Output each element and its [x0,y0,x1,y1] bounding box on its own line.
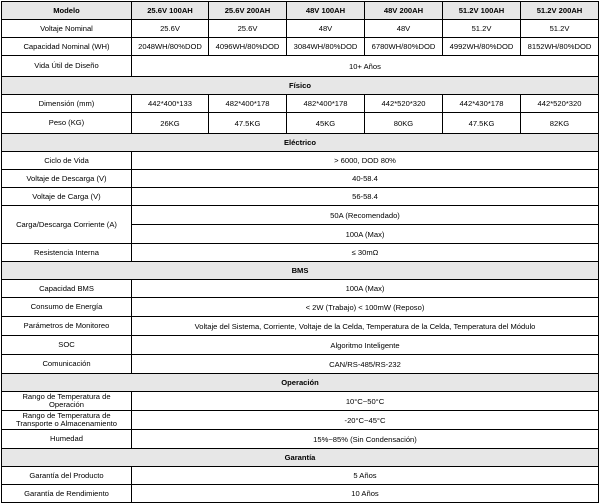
table-cell: 47.5KG [443,113,521,134]
table-row [2,152,599,170]
table-row [2,336,599,355]
row-label: Rango de Temperatura de Transporte o Almacenamiento [2,411,132,430]
table-cell: 482*400*178 [287,95,365,113]
table-row [2,355,599,374]
table-cell: 5 Años [132,467,599,485]
row-label: Capacidad BMS [2,280,132,298]
table-cell: 25.6V [132,20,209,38]
table-row [2,38,599,56]
table-cell: CAN/RS-485/RS-232 [132,355,599,374]
header-cell: 51.2V 200AH [521,2,599,20]
spec-table [1,1,599,503]
table-row [2,170,599,188]
row-label: Peso (KG) [2,113,132,134]
table-cell: 51.2V [443,20,521,38]
row-label: Vida Útil de Diseño [2,56,132,77]
table-cell: 45KG [287,113,365,134]
table-cell: 25.6V [209,20,287,38]
section-header [2,134,599,152]
table-cell: 15%~85% (Sin Condensación) [132,430,599,449]
table-row [2,20,599,38]
table-cell: 47.5KG [209,113,287,134]
row-label: SOC [2,336,132,355]
table-cell: 3084WH/80%DOD [287,38,365,56]
table-cell: 2048WH/80%DOD [132,38,209,56]
row-label: Ciclo de Vida [2,152,132,170]
row-label: Dimensión (mm) [2,95,132,113]
table-row [2,485,599,503]
section-header [2,77,599,95]
table-row [2,430,599,449]
row-label: Parámetros de Monitoreo [2,317,132,336]
header-cell: 25.6V 200AH [209,2,287,20]
table-cell: 10 Años [132,485,599,503]
row-label: Voltaje de Carga (V) [2,188,132,206]
section-header [2,374,599,392]
section-title: Eléctrico [2,134,599,152]
row-label: Garantía de Rendimiento [2,485,132,503]
row-label: Consumo de Energía [2,298,132,317]
table-cell: < 2W (Trabajo) < 100mW (Reposo) [132,298,599,317]
table-cell: 442*520*320 [365,95,443,113]
table-cell: 100A (Max) [132,225,599,244]
row-label: Rango de Temperatura de Operación [2,392,132,411]
table-cell: 26KG [132,113,209,134]
table-row [2,113,599,134]
table-cell: > 6000, DOD 80% [132,152,599,170]
table-row [2,392,599,411]
table-cell: 51.2V [521,20,599,38]
row-label: Carga/Descarga Corriente (A) [2,206,132,244]
table-cell: 10°C~50°C [132,392,599,411]
row-label: Resistencia Interna [2,244,132,262]
table-cell: 48V [365,20,443,38]
table-cell: 482*400*178 [209,95,287,113]
table-cell: 10+ Años [132,56,599,77]
section-header [2,449,599,467]
section-title: Garantía [2,449,599,467]
row-label: Humedad [2,430,132,449]
table-cell: 82KG [521,113,599,134]
table-cell: -20°C~45°C [132,411,599,430]
table-cell: 48V [287,20,365,38]
section-header [2,262,599,280]
row-label: Voltaje de Descarga (V) [2,170,132,188]
header-cell: 25.6V 100AH [132,2,209,20]
table-row [2,280,599,298]
table-row [2,206,599,225]
row-label: Comunicación [2,355,132,374]
table-row [2,188,599,206]
table-cell: 4992WH/80%DOD [443,38,521,56]
table-row [2,467,599,485]
table-row [2,317,599,336]
section-title: Físico [2,77,599,95]
table-cell: Voltaje del Sistema, Corriente, Voltaje de la Celda, Temperatura de la Celda, Temperatura del Módulo [132,317,599,336]
table-cell: 40-58.4 [132,170,599,188]
table-cell: 442*400*133 [132,95,209,113]
header-cell: 48V 100AH [287,2,365,20]
table-cell: 50A (Recomendado) [132,206,599,225]
table-cell: Algoritmo Inteligente [132,336,599,355]
table-row [2,95,599,113]
header-cell: Modelo [2,2,132,20]
table-cell: 442*520*320 [521,95,599,113]
table-cell: 100A (Max) [132,280,599,298]
table-cell: 442*430*178 [443,95,521,113]
section-title: Operación [2,374,599,392]
table-cell: 6780WH/80%DOD [365,38,443,56]
table-row [2,411,599,430]
row-label: Voltaje Nominal [2,20,132,38]
header-row [2,2,599,20]
table-cell: 56-58.4 [132,188,599,206]
row-label: Capacidad Nominal (WH) [2,38,132,56]
table-cell: 80KG [365,113,443,134]
header-cell: 51.2V 100AH [443,2,521,20]
header-cell: 48V 200AH [365,2,443,20]
table-row [2,298,599,317]
table-row [2,56,599,77]
table-row [2,244,599,262]
table-cell: ≤ 30mΩ [132,244,599,262]
section-title: BMS [2,262,599,280]
table-cell: 8152WH/80%DOD [521,38,599,56]
row-label: Garantía del Producto [2,467,132,485]
table-cell: 4096WH/80%DOD [209,38,287,56]
